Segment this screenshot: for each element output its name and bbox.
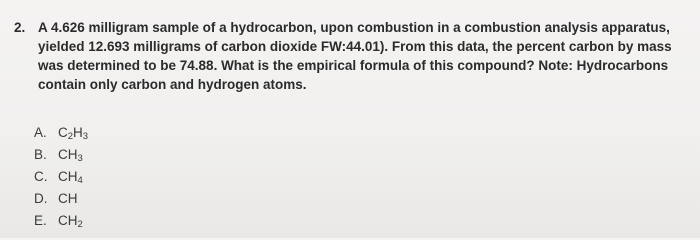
choice-letter: D. bbox=[34, 191, 48, 206]
question-text: A 4.626 milligram sample of a hydrocarbon, upon combustion in a combustion analysis apparatus, yielded 12.693 milligrams of carbon dioxide FW:44.01). From this data, the percent carbon by mass was determined to be 74.88. What is the empirical formula of this compound? Note: Hydrocarbons contain only carbon and hydrogen atoms. bbox=[38, 20, 672, 92]
question-block bbox=[14, 18, 690, 94]
formula-subscript: 2 bbox=[67, 131, 74, 142]
formula-subscript: 3 bbox=[77, 153, 83, 164]
formula-element: H bbox=[73, 125, 83, 140]
choice-c bbox=[34, 169, 88, 191]
choice-a bbox=[34, 125, 88, 147]
choice-d bbox=[34, 191, 88, 213]
formula-element: CH bbox=[58, 191, 78, 206]
choice-formula bbox=[58, 191, 78, 206]
formula-subscript: 2 bbox=[77, 219, 83, 230]
answer-choices bbox=[34, 125, 88, 235]
question-number: 2. bbox=[14, 20, 26, 35]
formula-element: CH bbox=[58, 213, 78, 228]
choice-formula bbox=[58, 169, 83, 186]
choice-b bbox=[34, 147, 88, 169]
choice-letter: A. bbox=[34, 125, 47, 140]
choice-formula bbox=[58, 213, 83, 230]
formula-element: C bbox=[58, 125, 68, 140]
choice-e bbox=[34, 213, 88, 235]
choice-formula bbox=[58, 147, 83, 164]
choice-letter: E. bbox=[34, 213, 47, 228]
choice-letter: C. bbox=[34, 169, 48, 184]
formula-element: CH bbox=[58, 169, 78, 184]
question-row bbox=[14, 18, 690, 94]
formula-subscript: 4 bbox=[77, 175, 83, 186]
choice-letter: B. bbox=[34, 147, 47, 162]
choice-formula bbox=[58, 125, 88, 142]
formula-element: CH bbox=[58, 147, 78, 162]
formula-subscript: 3 bbox=[82, 131, 89, 142]
